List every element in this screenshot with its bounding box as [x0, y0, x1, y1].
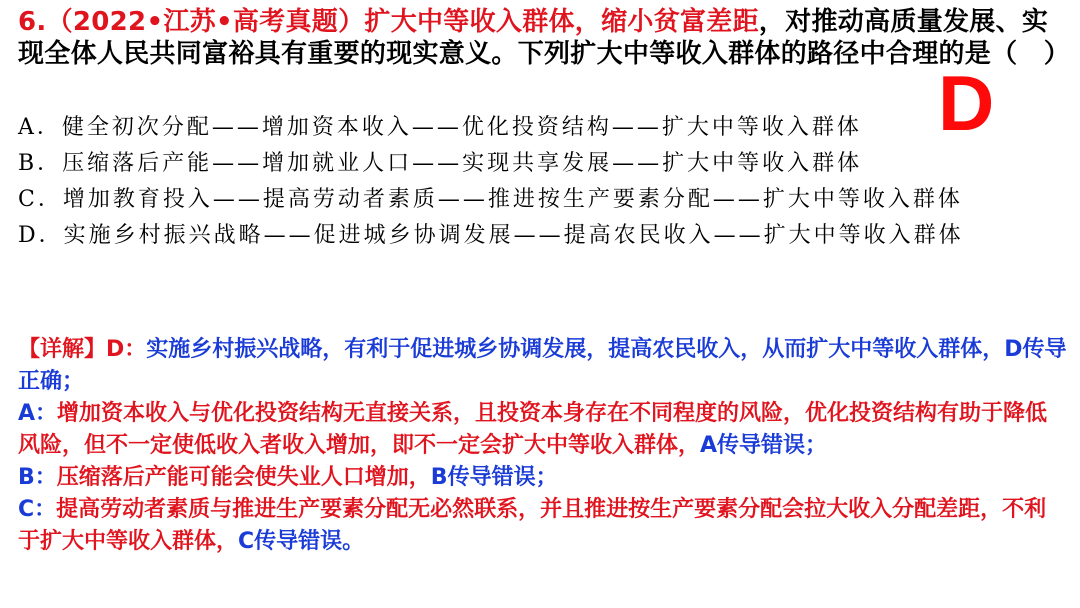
explanation-a-label: A： — [18, 401, 58, 426]
option-a: A．健全初次分配——增加资本收入——优化投资结构——扩大中等收入群体 — [18, 115, 862, 140]
explanation-b — [18, 462, 1068, 494]
explanation — [18, 334, 1068, 558]
question-source: （2022•江苏•高考真题） — [46, 7, 365, 37]
explanation-a — [18, 398, 1068, 462]
explanation-d-text: 实施乡村振兴战略，有利于促进城乡协调发展，提高农民收入，从而扩大中等收入群体，D传导正确； — [18, 337, 1067, 394]
explanation-b-tail: B传导错误； — [430, 465, 558, 490]
explanation-c-label: C： — [18, 497, 57, 522]
explanation-c — [18, 494, 1068, 558]
explanation-a-text: 增加资本收入与优化投资结构无直接关系，且投资本身存在不同程度的风险，优化投资结构有助于降低风险，但不一定使低收入者收入增加，即不一定会扩大中等收入群体， — [18, 401, 1048, 458]
option-d: D．实施乡村振兴战略——促进城乡协调发展——提高农民收入——扩大中等收入群体 — [18, 223, 964, 248]
explanation-c-tail: C传导错误。 — [238, 529, 365, 554]
question-stem — [18, 6, 1071, 70]
explanation-d — [18, 334, 1068, 398]
explanation-b-label: B： — [18, 465, 57, 490]
explanation-d-label: 【详解】D： — [18, 337, 147, 362]
question-text: ，对推动高质量发展、实现全体人民共同富裕具有重要的现实意义。下列扩大中等收入群体的路径中合理的是（ ） — [18, 7, 1071, 69]
explanation-c-text: 提高劳动者素质与推进生产要素分配无必然联系，并且推进按生产要素分配会拉大收入分配差距，不利于扩大中等收入群体， — [18, 497, 1047, 554]
explanation-b-text: 压缩落后产能可能会使失业人口增加， — [56, 465, 431, 490]
option-b: B．压缩落后产能——增加就业人口——实现共享发展——扩大中等收入群体 — [18, 151, 863, 176]
question-number: 6. — [18, 7, 47, 37]
explanation-a-tail: A传导错误； — [700, 433, 828, 458]
options-list — [18, 110, 1068, 254]
question-highlight: 扩大中等收入群体，缩小贫富差距 — [364, 7, 759, 37]
option-c: C．增加教育投入——提高劳动者素质——推进按生产要素分配——扩大中等收入群体 — [18, 187, 963, 212]
answer-mark: D — [938, 59, 995, 147]
